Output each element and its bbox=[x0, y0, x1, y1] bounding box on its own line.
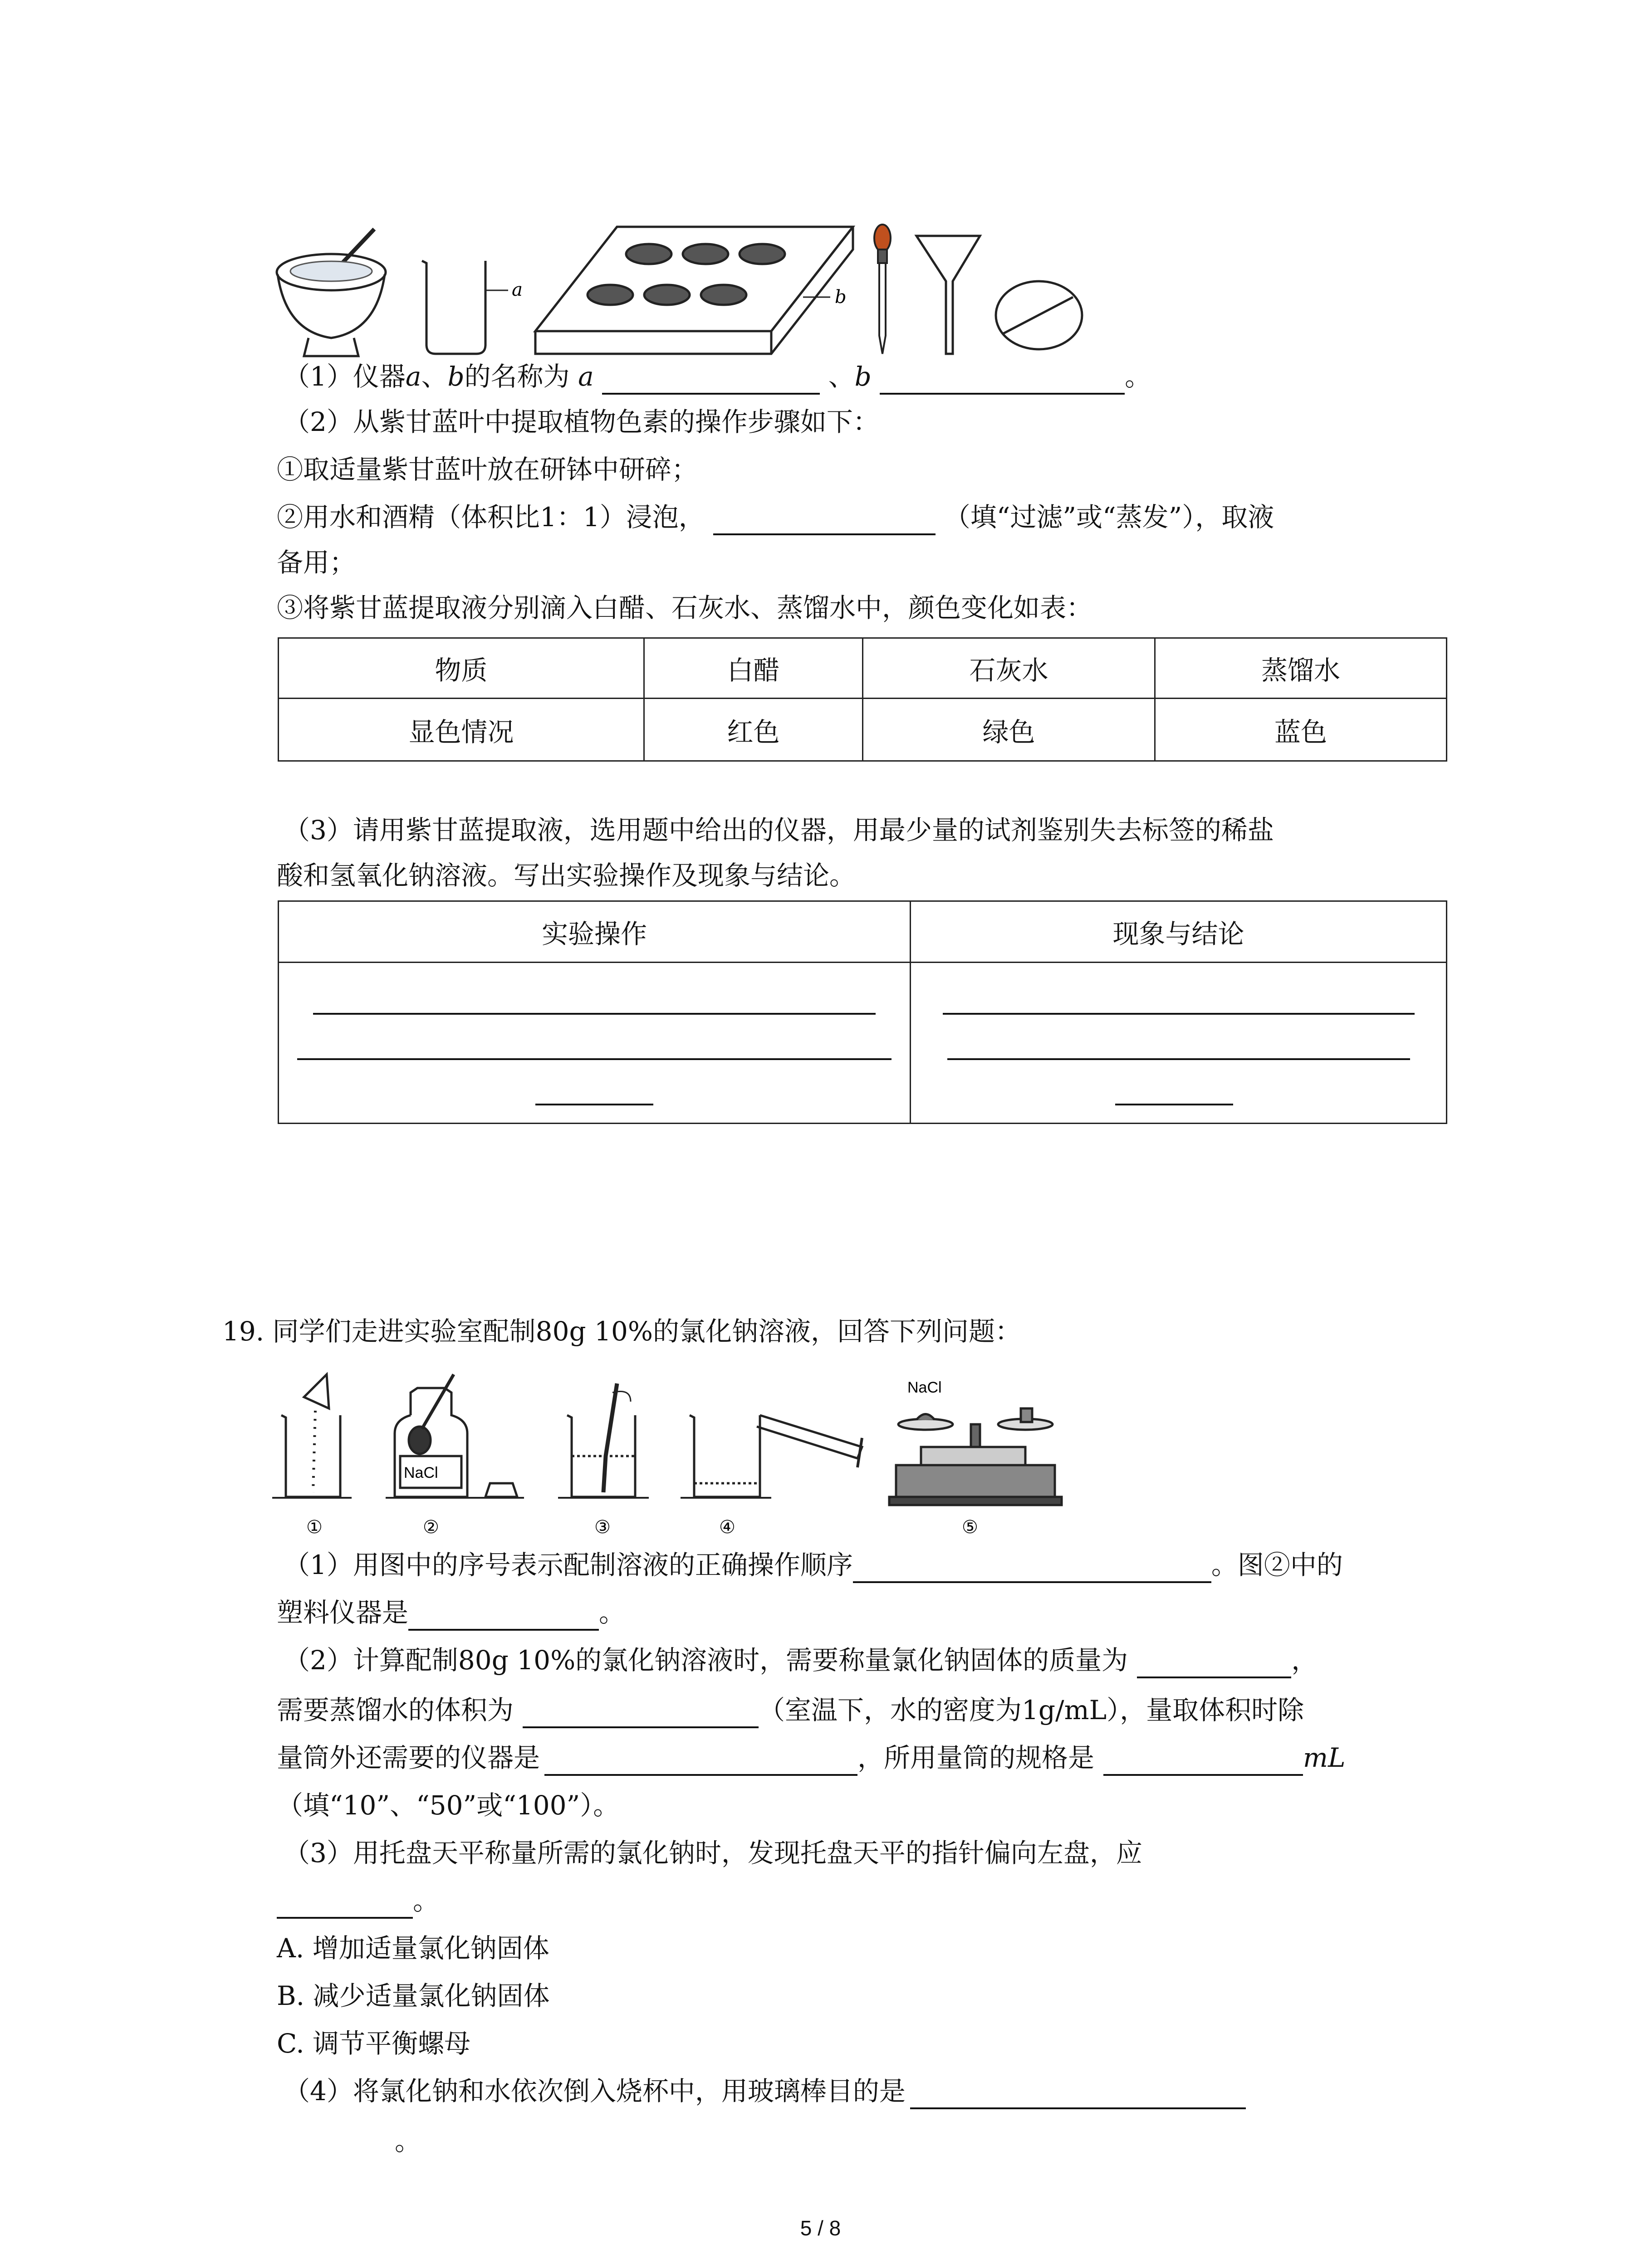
phenomenon-conclusion-cell[interactable] bbox=[911, 963, 1447, 1124]
table-cell: 绿色 bbox=[863, 699, 1155, 761]
answer-line[interactable] bbox=[297, 1058, 892, 1060]
answer-blank-cylinder-spec[interactable] bbox=[1103, 1746, 1303, 1776]
funnel-icon bbox=[916, 236, 980, 354]
option-a: A. 增加适量氯化钠固体 bbox=[277, 1933, 549, 1964]
stirring-beaker-icon bbox=[558, 1383, 649, 1498]
apparatus-figure bbox=[272, 218, 1134, 367]
experiment-table bbox=[278, 900, 1447, 1124]
answer-blank-volume[interactable] bbox=[523, 1698, 759, 1728]
balance-icon bbox=[889, 1408, 1062, 1505]
step-label: ④ bbox=[719, 1517, 735, 1538]
spot-plate-icon bbox=[535, 227, 853, 354]
q19-part1-cont: 塑料仪器是 。 bbox=[277, 1594, 625, 1631]
answer-line[interactable] bbox=[313, 1013, 876, 1015]
answer-line[interactable] bbox=[943, 1013, 1415, 1015]
q18-step2-cont: 备用； bbox=[277, 547, 356, 578]
q18-part3-line1: （3）请用紫甘蓝提取液，选用题中给出的仪器，用最少量的试剂鉴别失去标签的稀盐 bbox=[284, 815, 1274, 846]
step-label: ⑤ bbox=[962, 1517, 978, 1538]
table-cell: 红色 bbox=[644, 699, 863, 761]
cylinder-pouring-icon bbox=[681, 1415, 862, 1498]
q19-part3-cont: 。 bbox=[277, 1882, 439, 1919]
answer-blank-plastic[interactable] bbox=[408, 1601, 599, 1631]
beaker-icon bbox=[422, 261, 508, 354]
q18-part1: （1）仪器a、b的名称为 a 、b 。 bbox=[284, 358, 1151, 395]
q19-part2-line3: 量筒外还需要的仪器是 ，所用量筒的规格是 mL bbox=[277, 1740, 1346, 1776]
table-header-row bbox=[279, 901, 1447, 963]
q19-part2-line4: （填“10”、“50”或“100”）。 bbox=[277, 1790, 620, 1821]
q19-part4: （4）将氯化钠和水依次倒入烧杯中，用玻璃棒目的是 bbox=[284, 2073, 1246, 2109]
answer-blank-a[interactable] bbox=[602, 365, 820, 395]
answer-blank-b[interactable] bbox=[880, 365, 1125, 395]
mortar-pestle-icon bbox=[277, 229, 386, 356]
table-cell: 物质 bbox=[279, 638, 644, 699]
q19-part2-line2: 需要蒸馏水的体积为 （室温下，水的密度为1g/mL），量取体积时除 bbox=[277, 1692, 1304, 1728]
q19-part1: （1）用图中的序号表示配制溶液的正确操作顺序 。图②中的 bbox=[284, 1547, 1343, 1583]
table-cell: 实验操作 bbox=[279, 901, 911, 963]
table-cell: 石灰水 bbox=[863, 638, 1155, 699]
step-label: ① bbox=[306, 1517, 323, 1538]
table-cell: 蓝色 bbox=[1155, 699, 1447, 761]
q18-step1: ①取适量紫甘蓝叶放在研钵中研碎； bbox=[277, 454, 698, 485]
answer-line[interactable] bbox=[947, 1058, 1410, 1060]
option-c: C. 调节平衡螺母 bbox=[277, 2028, 471, 2059]
table-cell: 蒸馏水 bbox=[1155, 638, 1447, 699]
table-cell: 显色情况 bbox=[279, 699, 644, 761]
option-b: B. 减少适量氯化钠固体 bbox=[277, 1980, 550, 2011]
nacl-label: NaCl bbox=[404, 1464, 438, 1481]
q18-step3: ③将紫甘蓝提取液分别滴入白醋、石灰水、蒸馏水中，颜色变化如表： bbox=[277, 592, 1093, 623]
q19-part2: （2）计算配制80g 10%的氯化钠溶液时，需要称量氯化钠固体的质量为 ， bbox=[284, 1642, 1318, 1678]
nacl-label: NaCl bbox=[907, 1379, 942, 1396]
q19-part4-end: 。 bbox=[395, 2126, 421, 2156]
table-header-row bbox=[279, 638, 1447, 699]
filter-paper-icon bbox=[996, 281, 1082, 349]
answer-blank-balance[interactable] bbox=[277, 1889, 413, 1919]
answer-blank-order[interactable] bbox=[853, 1553, 1211, 1583]
beaker-pouring-icon bbox=[272, 1374, 352, 1498]
preparation-steps-figure bbox=[272, 1365, 1134, 1556]
answer-blank-mass[interactable] bbox=[1137, 1648, 1291, 1678]
step-label: ② bbox=[423, 1517, 439, 1538]
q19-title: 19. 同学们走进实验室配制80g 10%的氯化钠溶液，回答下列问题： bbox=[222, 1316, 1021, 1347]
q19-part3: （3）用托盘天平称量所需的氯化钠时，发现托盘天平的指针偏向左盘，应 bbox=[284, 1838, 1142, 1868]
experiment-operation-cell[interactable] bbox=[279, 963, 911, 1124]
dropper-icon bbox=[874, 225, 891, 354]
answer-blank-instrument[interactable] bbox=[544, 1746, 857, 1776]
q18-part2-title: （2）从紫甘蓝叶中提取植物色素的操作步骤如下： bbox=[284, 406, 879, 437]
table-row bbox=[279, 963, 1447, 1124]
answer-blank-stir-purpose[interactable] bbox=[910, 2079, 1246, 2109]
page-number: 5 / 8 bbox=[800, 2216, 841, 2240]
table-row bbox=[279, 699, 1447, 761]
label-b: b bbox=[835, 287, 847, 308]
answer-line[interactable] bbox=[1115, 1104, 1233, 1105]
color-change-table bbox=[278, 637, 1447, 762]
q18-step2: ②用水和酒精（体积比1：1）浸泡， （填“过滤”或“蒸发”），取液 bbox=[277, 499, 1274, 535]
table-cell: 白醋 bbox=[644, 638, 863, 699]
q18-part3-line2: 酸和氢氧化钠溶液。写出实验操作及现象与结论。 bbox=[277, 860, 856, 891]
table-cell: 现象与结论 bbox=[911, 901, 1447, 963]
answer-line[interactable] bbox=[535, 1104, 653, 1105]
step-label: ③ bbox=[594, 1517, 611, 1538]
answer-blank-filter[interactable] bbox=[713, 505, 936, 535]
label-a: a bbox=[512, 279, 523, 300]
